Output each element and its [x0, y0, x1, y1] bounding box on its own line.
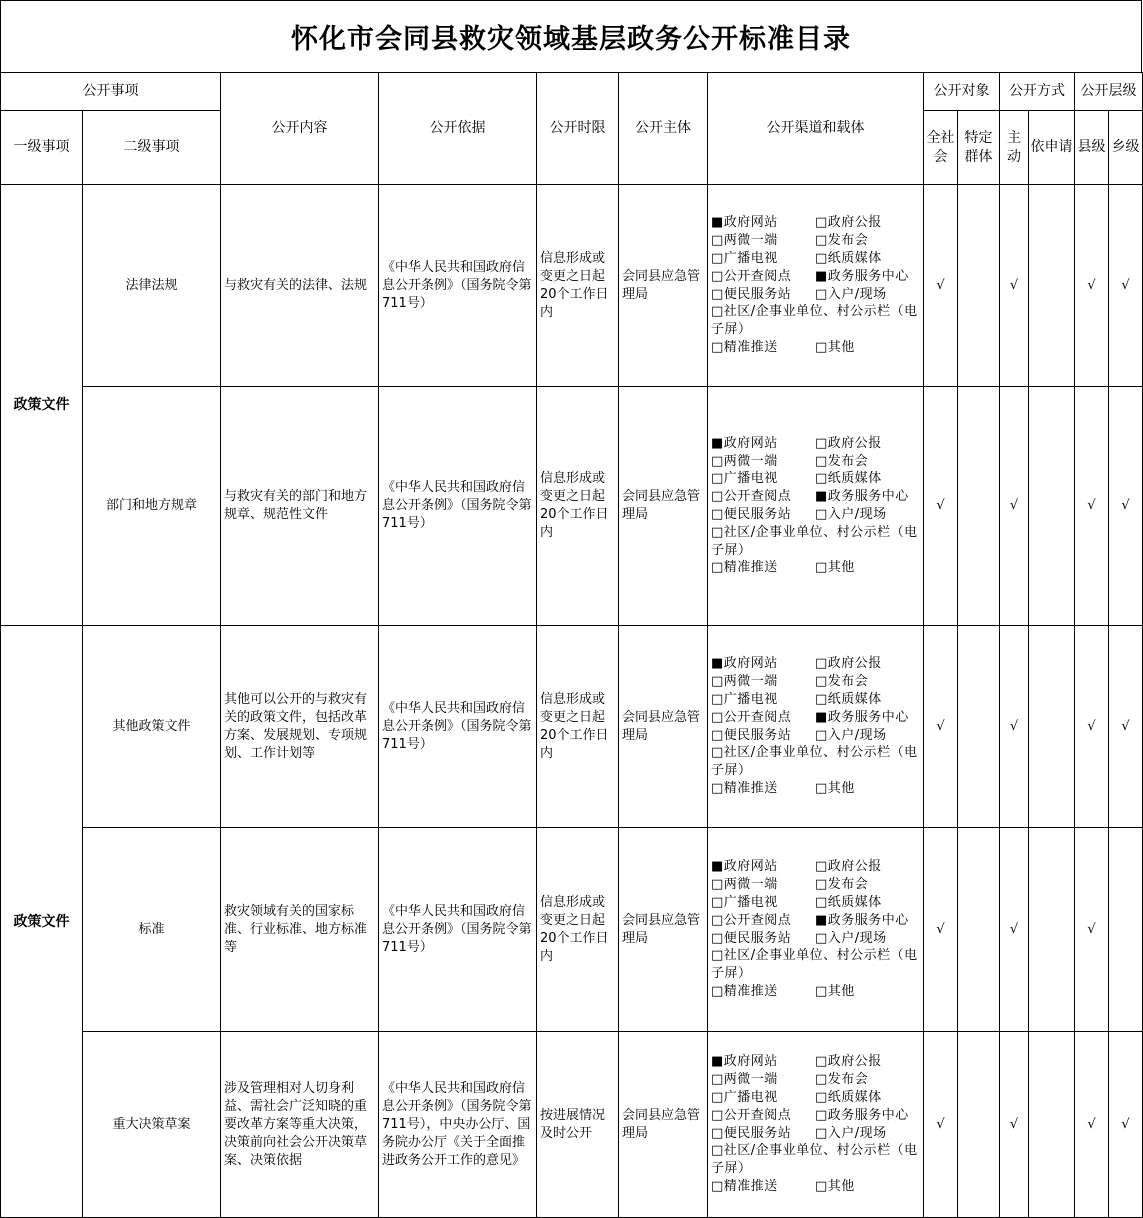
check-method-active: √: [1000, 626, 1029, 828]
content-cell: 与救灾有关的法律、法规: [221, 185, 379, 387]
check-target-specific: [958, 387, 1000, 626]
header-level-township: 乡级: [1109, 111, 1143, 185]
channel-other: □其他: [815, 780, 855, 796]
check-method-active: √: [1000, 828, 1029, 1032]
header-target-specific: 特定群体: [958, 111, 1000, 185]
basis-cell: 《中华人民共和国政府信息公开条例》（国务院令第711号）: [379, 828, 537, 1032]
channel-door-visit: □入户/现场: [815, 727, 887, 743]
table-row: [1, 387, 1143, 626]
channel-gov-bulletin: □政府公报: [815, 859, 882, 875]
channel-paper-media: □纸质媒体: [815, 471, 882, 487]
check-level-township: √: [1109, 387, 1143, 626]
check-target-all: √: [924, 626, 958, 828]
level2-cell: 其他政策文件: [83, 626, 221, 828]
content-cell: 其他可以公开的与救灾有关的政策文件，包括改革方案、发展规划、专项规划、工作计划等: [221, 626, 379, 828]
channel-community-board: □社区/企事业单位、村公示栏（电子屏）: [711, 1143, 918, 1177]
channel-gov-site: ■政府网站: [711, 435, 778, 451]
channel-gov-site: ■政府网站: [711, 656, 778, 672]
channel-gov-site: ■政府网站: [711, 1054, 778, 1070]
check-target-all: √: [924, 1032, 958, 1218]
channel-press-conf: □发布会: [815, 233, 869, 249]
channel-service-center: ■政务服务中心: [815, 489, 909, 505]
channel-cell: [708, 185, 924, 387]
level2-cell: 标准: [83, 828, 221, 1032]
channel-gov-bulletin: □政府公报: [815, 435, 882, 451]
channel-press-conf: □发布会: [815, 1072, 869, 1088]
channel-precise-push: □精准推送: [711, 780, 778, 796]
header-channel: 公开渠道和载体: [708, 73, 924, 185]
channel-door-visit: □入户/现场: [815, 930, 887, 946]
subject-cell: 会同县应急管理局: [619, 185, 708, 387]
channel-other: □其他: [815, 1178, 855, 1194]
channel-public-reading: □公开查阅点: [711, 268, 792, 284]
level1-section: 政策文件: [1, 626, 83, 1218]
basis-cell: 《中华人民共和国政府信息公开条例》（国务院令第711号）: [379, 626, 537, 828]
channel-gov-bulletin: □政府公报: [815, 656, 882, 672]
basis-cell: 《中华人民共和国政府信息公开条例》（国务院令第711号），中央办公厅、国务院办公厅《关于全面推进政务公开工作的意见》: [379, 1032, 537, 1218]
channel-press-conf: □发布会: [815, 453, 869, 469]
channel-precise-push: □精准推送: [711, 339, 778, 355]
check-method-active: √: [1000, 185, 1029, 387]
content-cell: 涉及管理相对人切身利益、需社会广泛知晓的重要改革方案等重大决策，决策前向社会公开决策草案、决策依据: [221, 1032, 379, 1218]
channel-cell: [708, 828, 924, 1032]
subject-cell: 会同县应急管理局: [619, 626, 708, 828]
check-method-active: √: [1000, 1032, 1029, 1218]
channel-broadcast: □广播电视: [711, 250, 778, 266]
header-timelimit: 公开时限: [537, 73, 619, 185]
channel-door-visit: □入户/现场: [815, 1125, 887, 1141]
check-method-active: √: [1000, 387, 1029, 626]
level2-cell: 部门和地方规章: [83, 387, 221, 626]
channel-public-reading: □公开查阅点: [711, 709, 792, 725]
check-level-township: √: [1109, 185, 1143, 387]
channel-community-board: □社区/企事业单位、村公示栏（电子屏）: [711, 745, 918, 779]
check-method-request: [1029, 626, 1075, 828]
timelimit-cell: 信息形成或变更之日起20个工作日内: [537, 185, 619, 387]
table-row: [1, 626, 1143, 828]
check-level-county: √: [1075, 387, 1109, 626]
check-target-specific: [958, 828, 1000, 1032]
header-method: 公开方式: [1000, 73, 1075, 111]
channel-convenience-station: □便民服务站: [711, 930, 792, 946]
check-target-specific: [958, 626, 1000, 828]
check-level-township: [1109, 828, 1143, 1032]
page-title: 怀化市会同县救灾领域基层政务公开标准目录: [0, 0, 1142, 72]
content-cell: 与救灾有关的部门和地方规章、规范性文件: [221, 387, 379, 626]
level1-section: 政策文件: [1, 185, 83, 626]
channel-paper-media: □纸质媒体: [815, 691, 882, 707]
subject-cell: 会同县应急管理局: [619, 1032, 708, 1218]
channel-broadcast: □广播电视: [711, 691, 778, 707]
channel-community-board: □社区/企事业单位、村公示栏（电子屏）: [711, 524, 918, 558]
channel-paper-media: □纸质媒体: [815, 894, 882, 910]
check-target-all: √: [924, 828, 958, 1032]
header-target-all: 全社会: [924, 111, 958, 185]
channel-convenience-station: □便民服务站: [711, 286, 792, 302]
channel-two-micro: □两微一端: [711, 877, 778, 893]
channel-press-conf: □发布会: [815, 674, 869, 690]
header-level-county: 县级: [1075, 111, 1109, 185]
header-level2: 二级事项: [83, 111, 221, 185]
header-level: 公开层级: [1075, 73, 1143, 111]
channel-two-micro: □两微一端: [711, 674, 778, 690]
channel-community-board: □社区/企事业单位、村公示栏（电子屏）: [711, 304, 918, 338]
channel-gov-bulletin: □政府公报: [815, 1054, 882, 1070]
basis-cell: 《中华人民共和国政府信息公开条例》（国务院令第711号）: [379, 185, 537, 387]
channel-public-reading: □公开查阅点: [711, 912, 792, 928]
subject-cell: 会同县应急管理局: [619, 828, 708, 1032]
table-row: [1, 185, 1143, 387]
channel-precise-push: □精准推送: [711, 1178, 778, 1194]
header-subject: 公开主体: [619, 73, 708, 185]
channel-community-board: □社区/企事业单位、村公示栏（电子屏）: [711, 948, 918, 982]
channel-two-micro: □两微一端: [711, 453, 778, 469]
channel-convenience-station: □便民服务站: [711, 1125, 792, 1141]
check-method-request: [1029, 387, 1075, 626]
channel-precise-push: □精准推送: [711, 983, 778, 999]
check-method-request: [1029, 828, 1075, 1032]
channel-broadcast: □广播电视: [711, 894, 778, 910]
check-target-all: √: [924, 185, 958, 387]
channel-public-reading: □公开查阅点: [711, 489, 792, 505]
level2-cell: 重大决策草案: [83, 1032, 221, 1218]
channel-cell: [708, 387, 924, 626]
check-method-request: [1029, 1032, 1075, 1218]
check-target-specific: [958, 1032, 1000, 1218]
channel-service-center: ■政务服务中心: [815, 912, 909, 928]
check-level-county: √: [1075, 185, 1109, 387]
channel-public-reading: □公开查阅点: [711, 1107, 792, 1123]
header-method-request: 依申请: [1029, 111, 1075, 185]
check-level-county: √: [1075, 626, 1109, 828]
timelimit-cell: 信息形成或变更之日起20个工作日内: [537, 387, 619, 626]
basis-cell: 《中华人民共和国政府信息公开条例》（国务院令第711号）: [379, 387, 537, 626]
channel-gov-site: ■政府网站: [711, 859, 778, 875]
channel-paper-media: □纸质媒体: [815, 1089, 882, 1105]
level2-cell: 法律法规: [83, 185, 221, 387]
channel-service-center: ■政务服务中心: [815, 709, 909, 725]
channel-other: □其他: [815, 560, 855, 576]
content-cell: 救灾领域有关的国家标准、行业标准、地方标准等: [221, 828, 379, 1032]
header-target: 公开对象: [924, 73, 1000, 111]
check-target-all: √: [924, 387, 958, 626]
check-level-township: √: [1109, 626, 1143, 828]
channel-gov-bulletin: □政府公报: [815, 215, 882, 231]
check-target-specific: [958, 185, 1000, 387]
channel-broadcast: □广播电视: [711, 1089, 778, 1105]
check-level-county: √: [1075, 1032, 1109, 1218]
header-matters: 公开事项: [1, 73, 221, 111]
header-content: 公开内容: [221, 73, 379, 185]
timelimit-cell: 按进展情况及时公开: [537, 1032, 619, 1218]
channel-broadcast: □广播电视: [711, 471, 778, 487]
channel-precise-push: □精准推送: [711, 560, 778, 576]
channel-door-visit: □入户/现场: [815, 286, 887, 302]
channel-door-visit: □入户/现场: [815, 507, 887, 522]
channel-press-conf: □发布会: [815, 877, 869, 893]
timelimit-cell: 信息形成或变更之日起20个工作日内: [537, 626, 619, 828]
check-level-township: √: [1109, 1032, 1143, 1218]
header-level1: 一级事项: [1, 111, 83, 185]
channel-paper-media: □纸质媒体: [815, 250, 882, 266]
table-row: [1, 1032, 1143, 1218]
channel-gov-site: ■政府网站: [711, 215, 778, 231]
header-method-active: 主动: [1000, 111, 1029, 185]
channel-service-center: ■政务服务中心: [815, 268, 909, 284]
subject-cell: 会同县应急管理局: [619, 387, 708, 626]
header-basis: 公开依据: [379, 73, 537, 185]
channel-cell: [708, 626, 924, 828]
channel-two-micro: □两微一端: [711, 233, 778, 249]
table-row: [1, 828, 1143, 1032]
check-level-county: √: [1075, 828, 1109, 1032]
channel-service-center: □政务服务中心: [815, 1107, 909, 1123]
channel-two-micro: □两微一端: [711, 1072, 778, 1088]
check-method-request: [1029, 185, 1075, 387]
channel-convenience-station: □便民服务站: [711, 727, 792, 743]
channel-cell: [708, 1032, 924, 1218]
channel-other: □其他: [815, 983, 855, 999]
channel-convenience-station: □便民服务站: [711, 507, 792, 522]
timelimit-cell: 信息形成或变更之日起20个工作日内: [537, 828, 619, 1032]
catalog-table: [0, 72, 1143, 1218]
channel-other: □其他: [815, 339, 855, 355]
